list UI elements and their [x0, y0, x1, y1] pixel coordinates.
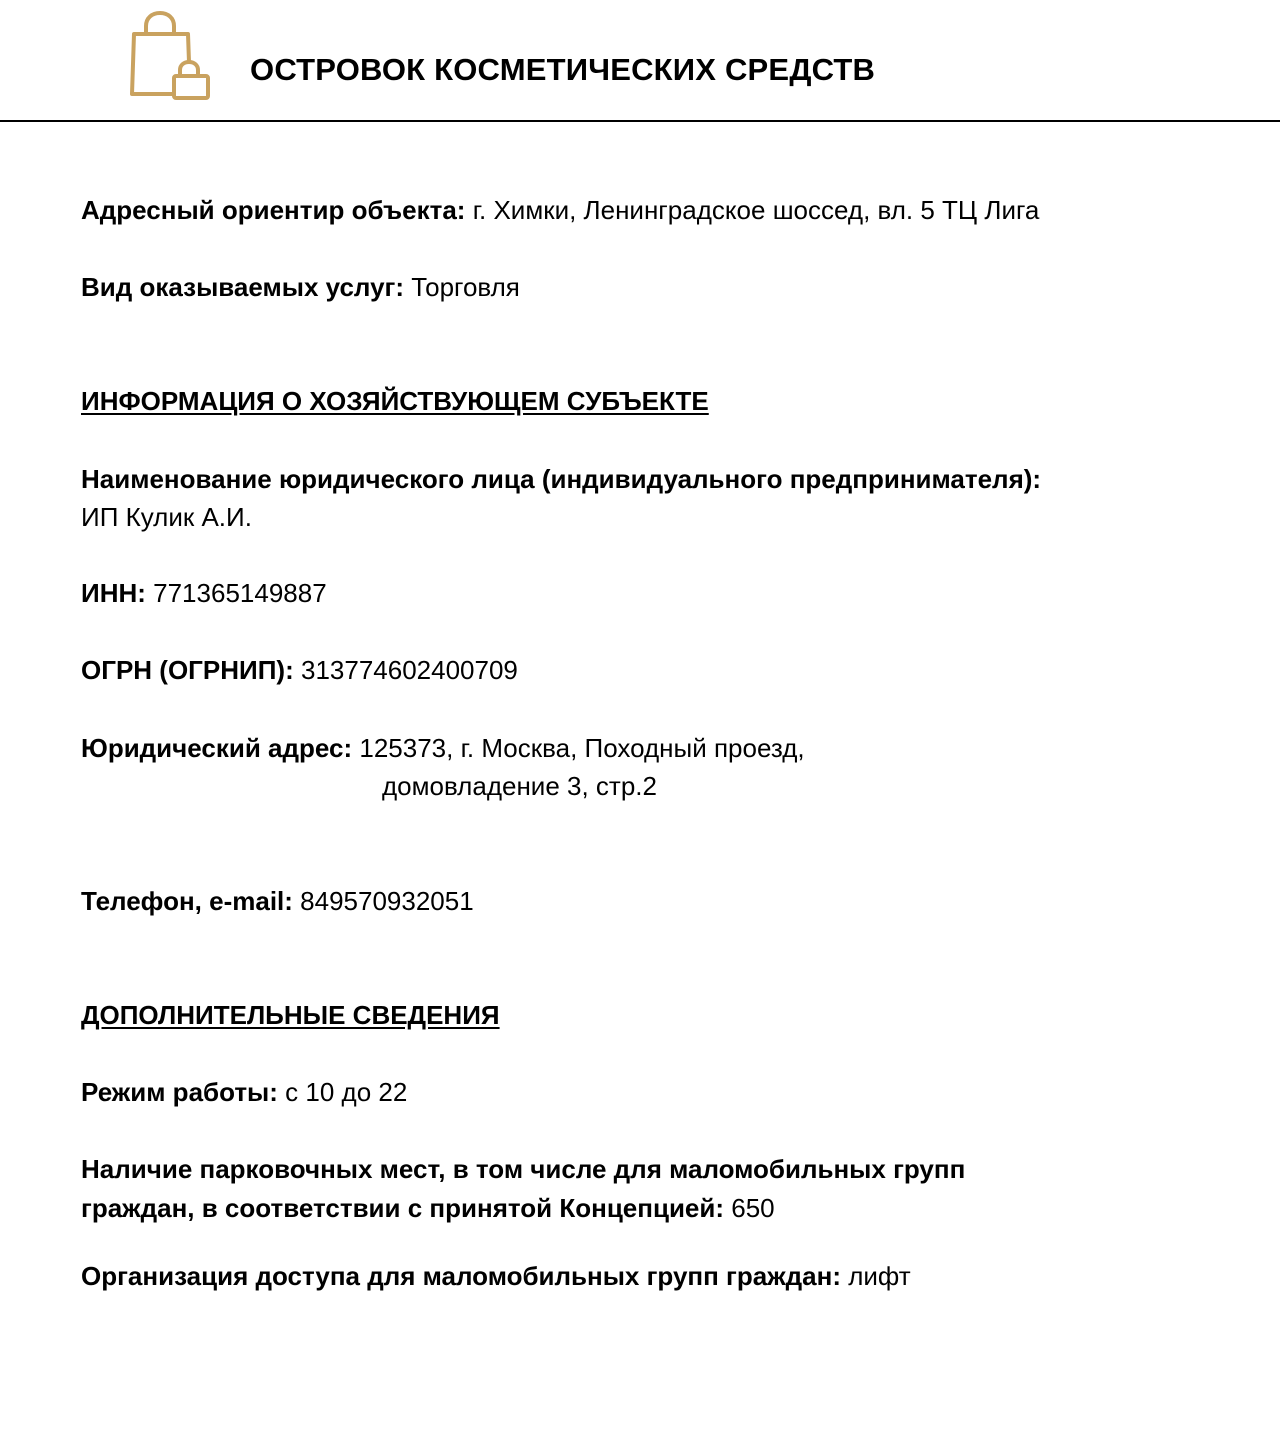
- inn-row: [81, 574, 327, 612]
- legal-address-row: [81, 729, 805, 767]
- object-address-value: г. Химки, Ленинградское шоссед, вл. 5 ТЦ Лига: [472, 195, 1040, 225]
- object-address-row: [81, 191, 1039, 229]
- parking-label-line1: Наличие парковочных мест, в том числе для маломобильных групп: [81, 1154, 966, 1184]
- object-address-label: Адресный ориентир объекта:: [81, 195, 466, 225]
- page-title: ОСТРОВОК КОСМЕТИЧЕСКИХ СРЕДСТВ: [250, 52, 876, 87]
- access-value: лифт: [848, 1261, 911, 1291]
- access-label: Организация доступа для маломобильных групп граждан:: [81, 1261, 841, 1291]
- hours-label: Режим работы:: [81, 1077, 278, 1107]
- contact-row: [81, 882, 474, 920]
- legal-address-label: Юридический адрес:: [81, 733, 353, 763]
- parking-value: 650: [731, 1193, 775, 1223]
- entity-name-value: ИП Кулик А.И.: [81, 502, 252, 532]
- services-label: Вид оказываемых услуг:: [81, 272, 405, 302]
- shopping-bag-lock-icon: [126, 10, 214, 102]
- parking-row: [81, 1189, 775, 1227]
- legal-address-line1: 125373, г. Москва, Походный проезд,: [359, 733, 805, 763]
- ogrn-label: ОГРН (ОГРНИП):: [81, 655, 294, 685]
- parking-label-line2: граждан, в соответствии с принятой Концепцией:: [81, 1193, 725, 1223]
- contact-label: Телефон, e-mail:: [81, 886, 293, 916]
- contact-value: 849570932051: [300, 886, 474, 916]
- access-row: [81, 1257, 911, 1295]
- entity-section-heading: ИНФОРМАЦИЯ О ХОЗЯЙСТВУЮЩЕМ СУБЪЕКТЕ: [81, 386, 709, 416]
- hours-value: с 10 до 22: [285, 1077, 408, 1107]
- ogrn-row: [81, 651, 518, 689]
- services-row: [81, 268, 520, 306]
- hours-row: [81, 1073, 407, 1111]
- entity-name-label: Наименование юридического лица (индивидуального предпринимателя):: [81, 464, 1042, 494]
- legal-address-line2: домовладение 3, стр.2: [382, 771, 657, 801]
- services-value: Торговля: [411, 272, 520, 302]
- inn-value: 771365149887: [153, 578, 327, 608]
- page-header: [0, 0, 1280, 122]
- ogrn-value: 313774602400709: [300, 655, 518, 685]
- inn-label: ИНН:: [81, 578, 146, 608]
- additional-section-heading: ДОПОЛНИТЕЛЬНЫЕ СВЕДЕНИЯ: [81, 1000, 500, 1030]
